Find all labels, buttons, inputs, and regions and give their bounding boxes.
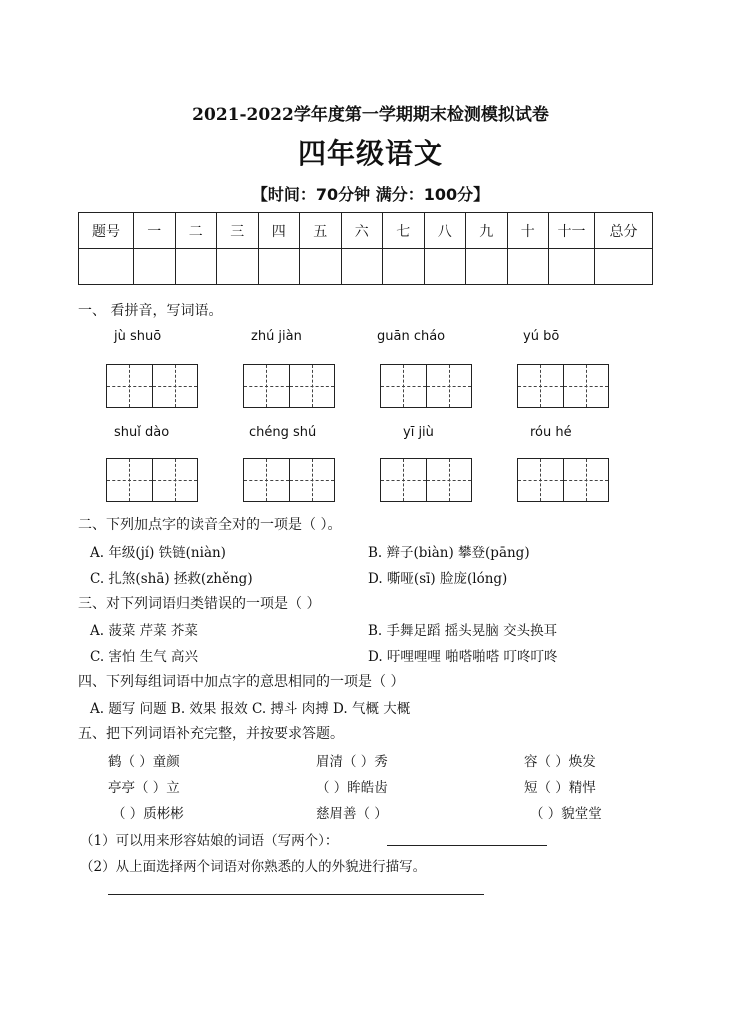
time-score-info: 【时间：70分钟 满分：100分】 <box>251 185 490 204</box>
score-entry-cell[interactable] <box>79 249 134 285</box>
pinyin-label: guān cháo <box>377 329 446 344</box>
writing-grid[interactable] <box>106 458 198 502</box>
fill-blank-item[interactable]: 鹤（ ）童颜 <box>108 754 180 770</box>
writing-grid[interactable] <box>517 364 609 408</box>
score-header-cell: 六 <box>341 213 383 249</box>
score-header-cell: 十 <box>507 213 549 249</box>
score-header-cell: 十一 <box>549 213 595 249</box>
pinyin-label: yú bō <box>523 329 560 344</box>
score-header-cell: 九 <box>466 213 508 249</box>
option-d[interactable]: D. 吁哩哩哩 啪嗒啪嗒 叮咚叮咚 <box>368 649 558 665</box>
option-c[interactable]: C. 害怕 生气 高兴 <box>90 649 199 665</box>
score-header-cell: 三 <box>217 213 259 249</box>
score-table <box>78 212 653 285</box>
fill-blank-item[interactable]: （ ）貌堂堂 <box>530 806 602 822</box>
score-entry-cell[interactable] <box>258 249 300 285</box>
fill-blank-item[interactable]: （ ）眸皓齿 <box>316 780 388 796</box>
writing-grid[interactable] <box>380 364 472 408</box>
question-4-title: 四、下列每组词语中加点字的意思相同的一项是（ ） <box>78 674 405 690</box>
subject-title: 四年级语文 <box>297 137 443 170</box>
fill-blank-item[interactable]: 容（ ）焕发 <box>524 754 596 770</box>
writing-grid[interactable] <box>106 364 198 408</box>
option-d[interactable]: D. 嘶哑(sī) 脸庞(lóng) <box>368 571 508 587</box>
score-table-entry-row <box>79 249 653 285</box>
fill-blank-item[interactable]: 短（ ）精悍 <box>524 780 596 796</box>
score-entry-cell[interactable] <box>134 249 176 285</box>
option-b[interactable]: B. 手舞足蹈 摇头晃脑 交头换耳 <box>368 623 558 639</box>
option-c[interactable]: C. 扎煞(shā) 拯救(zhěng) <box>90 571 253 587</box>
writing-grid[interactable] <box>517 458 609 502</box>
score-entry-cell[interactable] <box>507 249 549 285</box>
score-header-cell: 五 <box>300 213 342 249</box>
answer-line[interactable] <box>387 845 547 846</box>
answer-line[interactable] <box>108 894 484 895</box>
score-entry-cell[interactable] <box>549 249 595 285</box>
option-a[interactable]: A. 菠菜 芹菜 芥菜 <box>90 623 198 639</box>
score-header-cell: 题号 <box>79 213 134 249</box>
writing-grid[interactable] <box>243 364 335 408</box>
sub-question-2: （2）从上面选择两个词语对你熟悉的人的外貌进行描写。 <box>80 859 427 875</box>
score-entry-cell[interactable] <box>300 249 342 285</box>
score-header-cell: 总分 <box>595 213 653 249</box>
score-header-cell: 二 <box>175 213 217 249</box>
fill-blank-item[interactable]: 亭亭（ ）立 <box>108 780 180 796</box>
option-b[interactable]: B. 辫子(biàn) 攀登(pāng) <box>368 545 530 561</box>
score-entry-cell[interactable] <box>217 249 259 285</box>
pinyin-label: shuǐ dào <box>114 425 170 440</box>
score-header-cell: 一 <box>134 213 176 249</box>
writing-grid[interactable] <box>243 458 335 502</box>
fill-blank-item[interactable]: 眉清（ ）秀 <box>316 754 388 770</box>
question-4-options[interactable]: A. 题写 问题 B. 效果 报效 C. 搏斗 肉搏 D. 气概 大概 <box>90 701 411 717</box>
sub-question-1: （1）可以用来形容姑娘的词语（写两个）： <box>80 833 339 849</box>
question-3-title: 三、对下列词语归类错误的一项是（ ） <box>78 596 321 612</box>
pinyin-label: zhú jiàn <box>251 329 302 344</box>
pinyin-label: jù shuō <box>114 329 162 344</box>
exam-heading: 2021-2022学年度第一学期期末检测模拟试卷 <box>192 105 549 125</box>
question-5-title: 五、把下列词语补充完整，并按要求答题。 <box>78 726 344 742</box>
score-entry-cell[interactable] <box>341 249 383 285</box>
option-a[interactable]: A. 年级(jí) 铁链(niàn) <box>90 545 226 561</box>
fill-blank-item[interactable]: 慈眉善（ ） <box>316 806 388 822</box>
pinyin-label: yī jiù <box>403 425 434 440</box>
score-header-cell: 八 <box>424 213 466 249</box>
score-table-header-row <box>79 213 653 249</box>
score-header-cell: 四 <box>258 213 300 249</box>
pinyin-label: chéng shú <box>249 425 317 440</box>
question-1-title: 一、 看拼音，写词语。 <box>78 303 223 319</box>
writing-grid[interactable] <box>380 458 472 502</box>
fill-blank-item[interactable]: （ ）质彬彬 <box>112 806 184 822</box>
score-entry-cell[interactable] <box>466 249 508 285</box>
pinyin-label: róu hé <box>530 425 572 440</box>
score-entry-cell[interactable] <box>383 249 425 285</box>
score-header-cell: 七 <box>383 213 425 249</box>
score-entry-cell[interactable] <box>424 249 466 285</box>
score-entry-cell[interactable] <box>595 249 653 285</box>
score-entry-cell[interactable] <box>175 249 217 285</box>
question-2-title: 二、下列加点字的读音全对的一项是（ ）。 <box>78 517 342 533</box>
